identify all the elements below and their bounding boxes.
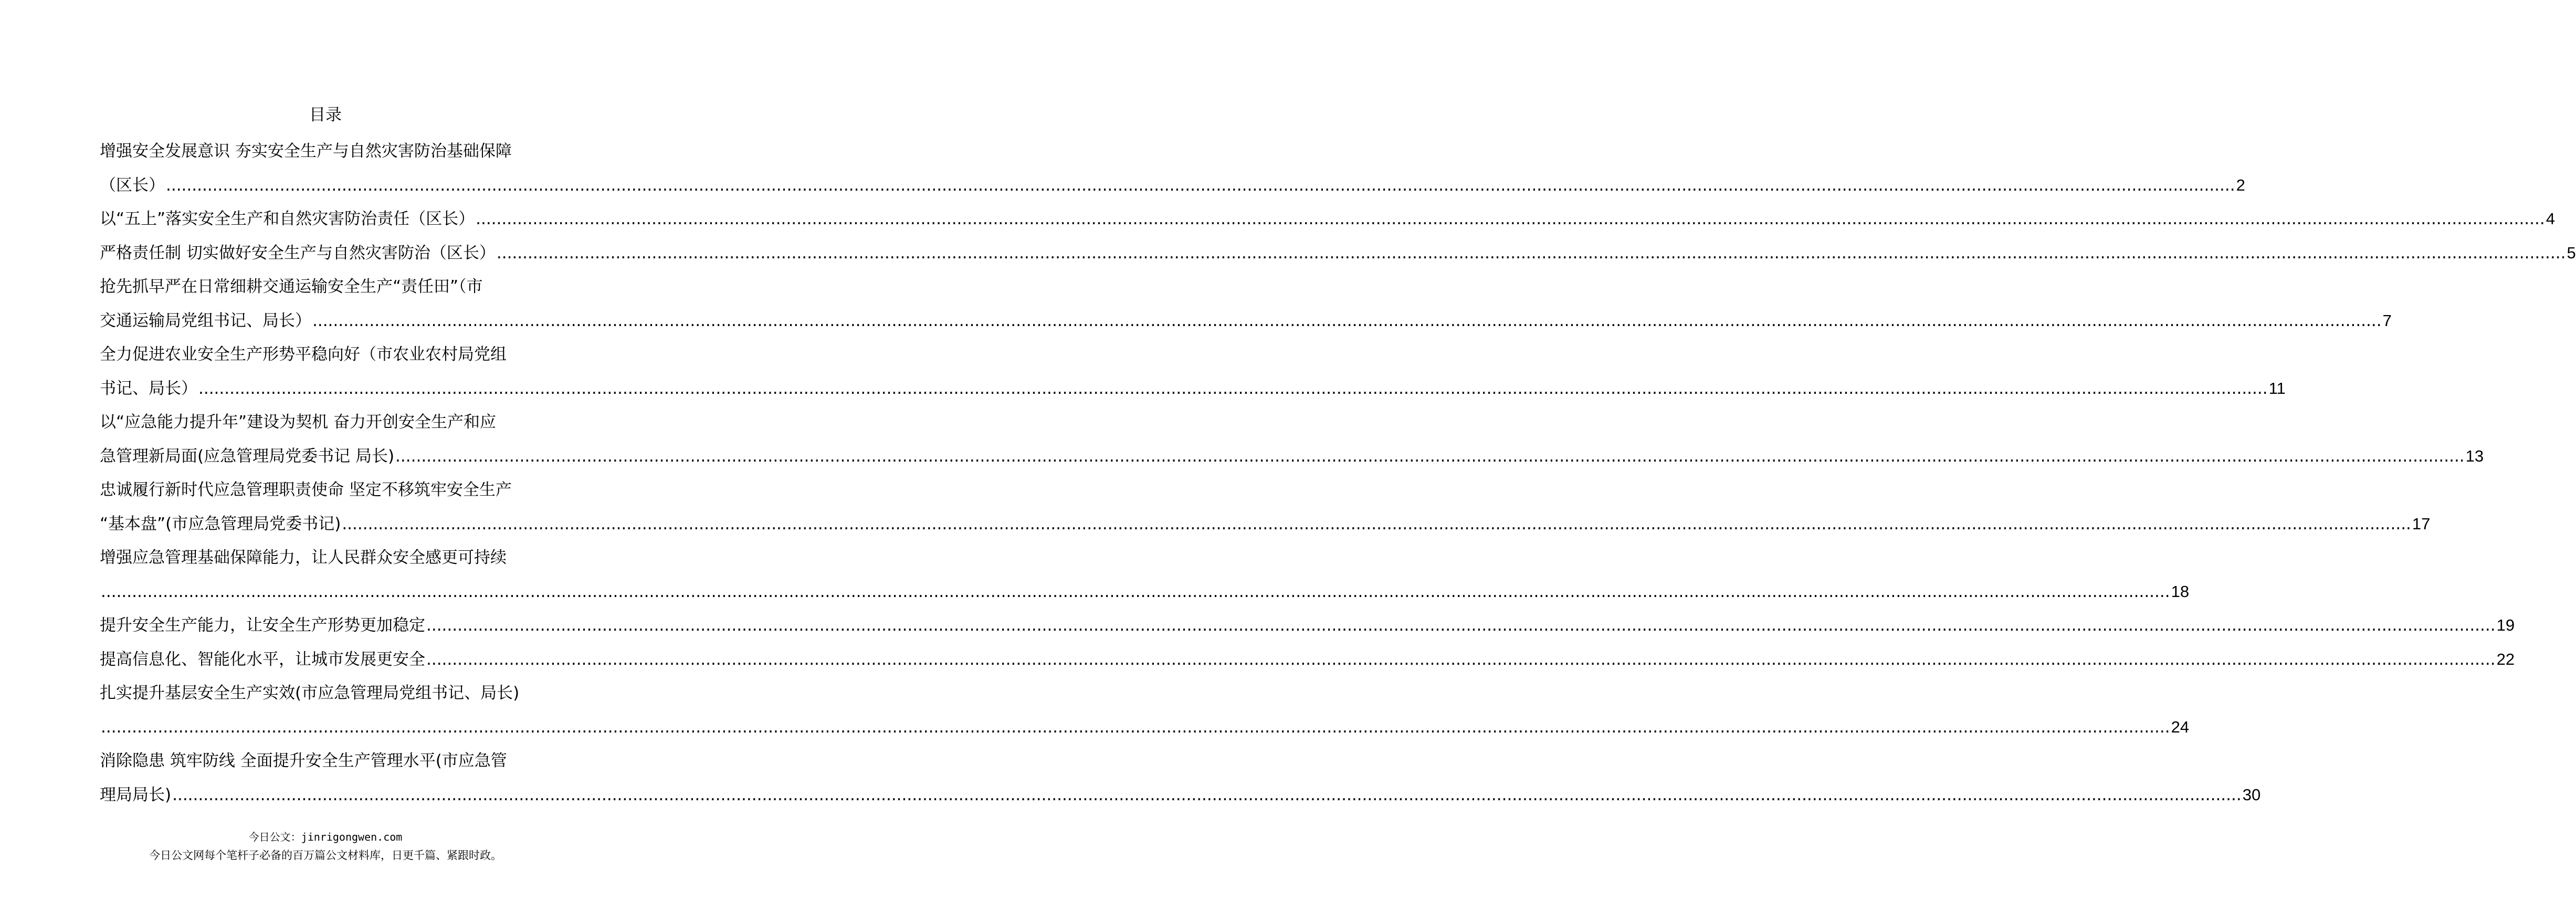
toc-leader-dots: ................................................................................................................................................................................................................................................................................................................................................................................................................ (496, 243, 2566, 263)
toc-entry-line[interactable] (100, 676, 554, 710)
toc-entry-text: 提高信息化、智能化水平，让城市发展更安全 (100, 650, 425, 669)
toc-entry-last-line[interactable] (100, 643, 2515, 677)
toc-entry-text: “基本盘”(市应急管理局党委书记) (100, 514, 341, 533)
toc-leader-dots: ................................................................................................................................................................................................................................................................................................................................................................................................................ (476, 210, 2545, 228)
toc-entry-last-line[interactable] (100, 202, 2555, 236)
toc-leader-dots: ................................................................................................................................................................................................................................................................................................................................................................................................................ (426, 650, 2496, 669)
toc-entry-last-line[interactable] (100, 609, 2515, 643)
toc-page-number: 5 (2567, 243, 2576, 262)
footer-note: 今日公文网每个笔杆子必备的百万篇公文材料库，日更千篇、紧跟时政。 (149, 849, 502, 862)
toc-entry-text: 以“五上”落实安全生产和自然灾害防治责任（区长） (100, 210, 475, 228)
toc-entry-text: 忠诚履行新时代应急管理职责使命 坚定不移筑牢安全生产 (100, 480, 512, 499)
toc-entry-text: 增强应急管理基础保障能力，让人民群众安全感更可持续 (100, 548, 507, 567)
toc-entry-line[interactable] (100, 473, 554, 507)
toc-page-number: 13 (2465, 446, 2484, 465)
footer-site-url[interactable]: jinrigongwen.com (301, 831, 403, 843)
toc-entry-line[interactable] (100, 744, 554, 778)
toc-page-number: 11 (2268, 379, 2286, 397)
toc-entry-line[interactable] (100, 338, 554, 372)
toc-entry-text: 消除隐患 筑牢防线 全面提升安全生产管理水平(市应急管 (100, 751, 507, 770)
toc-entry-text: （区长） (100, 175, 165, 195)
toc-entry-last-line[interactable] (100, 304, 2392, 338)
toc-leader-dots: ................................................................................................................................................................................................................................................................................................................................................................................................................ (101, 582, 2170, 601)
toc-leader-dots: ................................................................................................................................................................................................................................................................................................................................................................................................................ (312, 311, 2382, 330)
toc-entry-text: 提升安全生产能力，让安全生产形势更加稳定 (100, 616, 425, 635)
toc-entry-last-line[interactable] (100, 778, 2261, 812)
toc-entry-text: 急管理新局面(应急管理局党委书记 局长) (100, 446, 395, 466)
toc-page-number: 18 (2171, 582, 2190, 601)
toc-entry-text: 扎实提升基层安全生产实效(市应急管理局党组书记、局长) (100, 684, 520, 703)
toc-entry-text: 全力促进农业安全生产形势平稳向好（市农业农村局党组 (100, 345, 507, 364)
toc-leader-dots: ................................................................................................................................................................................................................................................................................................................................................................................................................ (166, 175, 2235, 195)
toc-page-number: 4 (2546, 210, 2555, 228)
toc-entry-text: 严格责任制 切实做好安全生产与自然灾害防治（区长） (100, 243, 496, 263)
toc-leader-dots: ................................................................................................................................................................................................................................................................................................................................................................................................................ (395, 446, 2465, 466)
toc-title: 目录 (309, 106, 342, 124)
toc-entry-text: 增强安全发展意识 夯实安全生产与自然灾害防治基础保障 (100, 142, 512, 161)
toc-page-number: 2 (2236, 175, 2245, 194)
toc-leader-dots: ................................................................................................................................................................................................................................................................................................................................................................................................................ (426, 616, 2496, 635)
toc-entry-line[interactable] (100, 541, 554, 575)
toc-entry-last-line[interactable] (100, 236, 2576, 270)
toc-page-number: 17 (2412, 514, 2431, 533)
footer-site-label: 今日公文： (248, 831, 301, 843)
toc-entry-last-line[interactable] (100, 575, 2190, 609)
toc-entry-last-line[interactable] (100, 507, 2431, 541)
toc-entry-text: 抢先抓早严在日常细耕交通运输安全生产“责任田”（市 (100, 277, 483, 296)
toc-entry-line[interactable] (100, 405, 554, 439)
toc-entry-last-line[interactable] (100, 439, 2484, 474)
toc-entry-line[interactable] (100, 134, 554, 169)
table-of-contents (100, 134, 2576, 812)
toc-entry-last-line[interactable] (100, 710, 2190, 745)
toc-entry-text: 书记、局长） (100, 379, 197, 398)
toc-leader-dots: ................................................................................................................................................................................................................................................................................................................................................................................................................ (198, 379, 2268, 398)
toc-leader-dots: ................................................................................................................................................................................................................................................................................................................................................................................................................ (172, 785, 2242, 804)
toc-entry-last-line[interactable] (100, 372, 2286, 406)
toc-entry-text: 交通运输局党组书记、局长） (100, 311, 311, 330)
toc-leader-dots: ................................................................................................................................................................................................................................................................................................................................................................................................................ (342, 514, 2411, 533)
toc-page-number: 22 (2496, 650, 2515, 668)
toc-leader-dots: ................................................................................................................................................................................................................................................................................................................................................................................................................ (101, 717, 2170, 737)
toc-page-number: 24 (2171, 717, 2190, 736)
toc-page-number: 30 (2242, 785, 2261, 804)
toc-entry-text: 以“应急能力提升年”建设为契机 奋力开创安全生产和应 (100, 413, 496, 432)
footer-site-line (0, 830, 651, 844)
toc-entry-text: 理局局长) (100, 785, 172, 804)
toc-entry-last-line[interactable] (100, 169, 2245, 203)
toc-entry-line[interactable] (100, 270, 554, 304)
toc-page-number: 7 (2382, 311, 2392, 330)
toc-page-number: 19 (2496, 616, 2515, 634)
